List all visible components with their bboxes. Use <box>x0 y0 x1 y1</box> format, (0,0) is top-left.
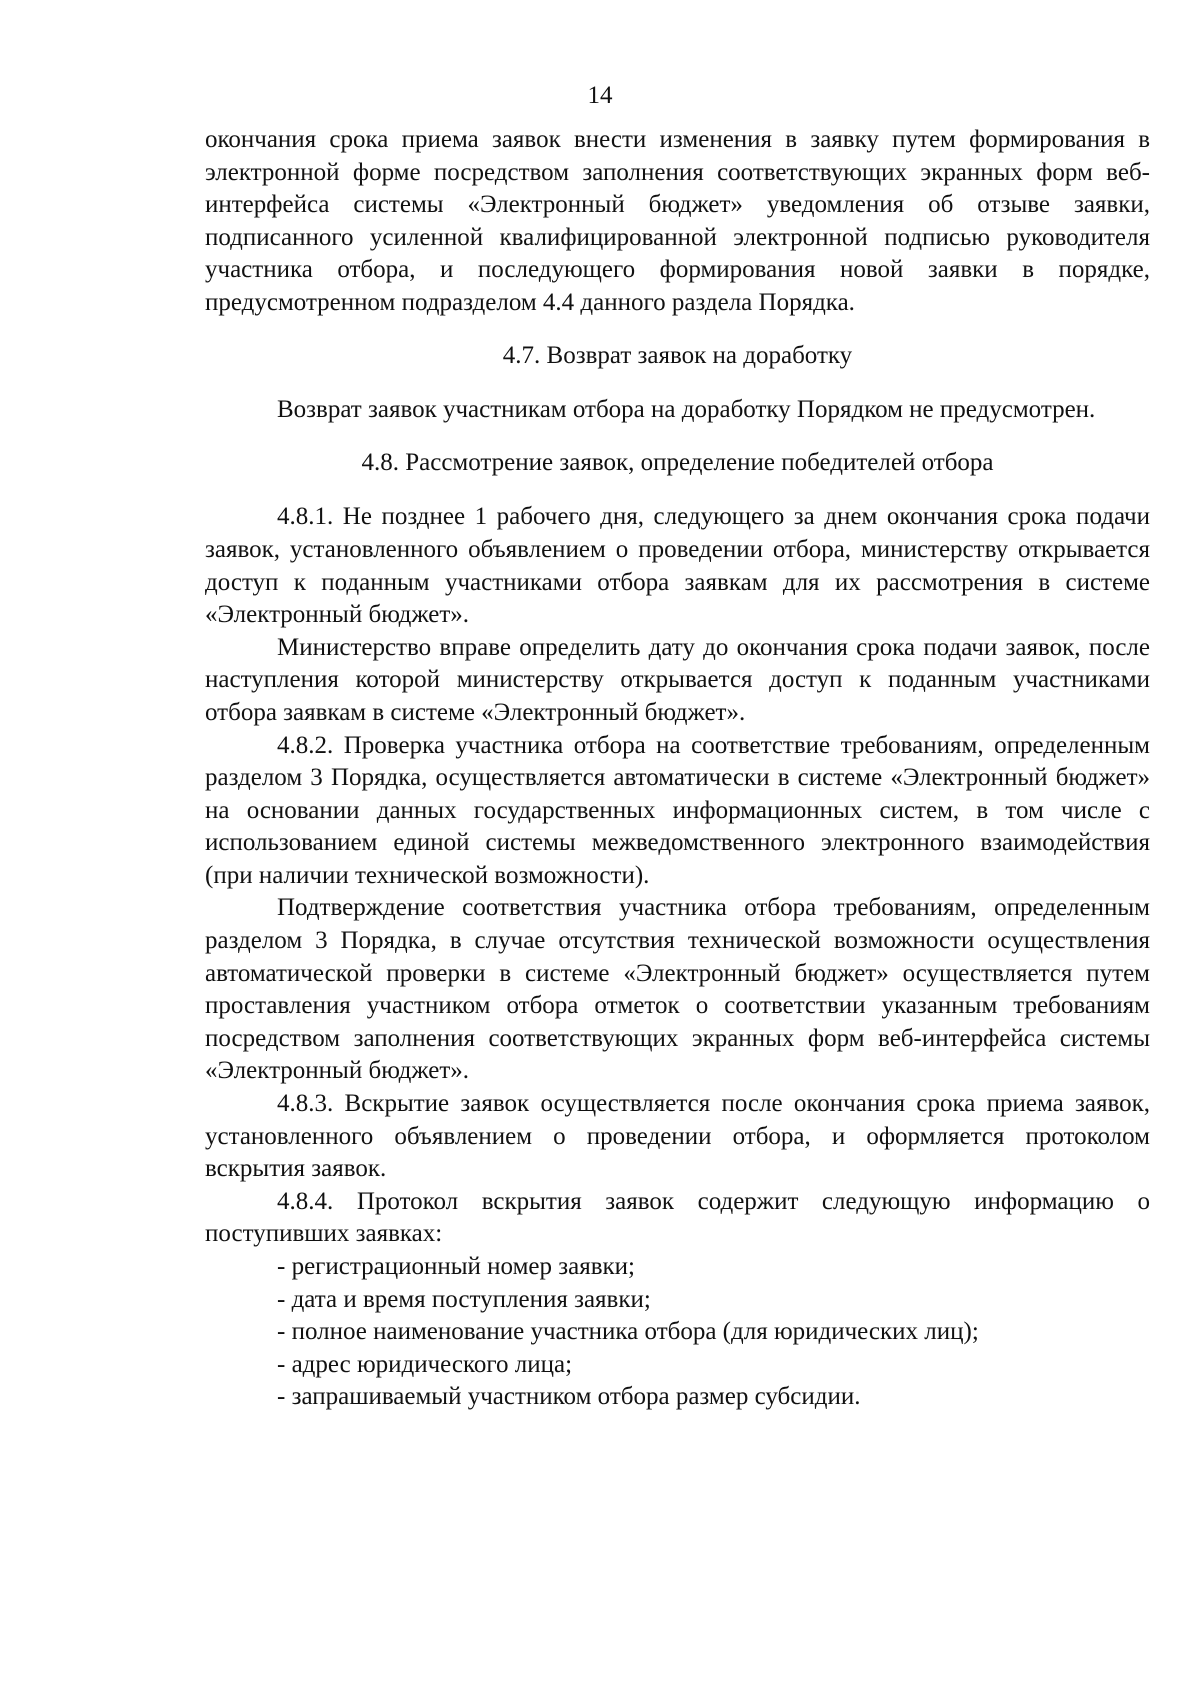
paragraph-4-8-3: 4.8.3. Вскрытие заявок осуществляется после окончания срока приема заявок, установленного объявлением о проведении отбора, и оформляется протоколом вскрытия заявок. <box>205 1090 1150 1183</box>
paragraph-return-not-provided: Возврат заявок участникам отбора на доработку Порядком не предусмотрен. <box>277 396 1096 424</box>
list-item: - полное наименование участника отбора (для юридических лиц); <box>277 1318 979 1346</box>
paragraph-4-8-4: 4.8.4. Протокол вскрытия заявок содержит следующую информацию о поступивших заявках: <box>205 1187 1150 1248</box>
section-heading-4-7: 4.7. Возврат заявок на доработку <box>502 341 853 369</box>
paragraph-ministry-date: Министерство вправе определить дату до окончания срока подачи заявок, после наступления которой министерству открывается доступ к поданным участниками отбора заявкам в системе «Электронный бюджет». <box>205 633 1150 726</box>
list-item: - дата и время поступления заявки; <box>277 1285 651 1313</box>
section-heading-4-8: 4.8. Рассмотрение заявок, определение победителей отбора <box>361 448 994 476</box>
document-body <box>205 124 1150 1414</box>
list-item: - адрес юридического лица; <box>277 1350 573 1378</box>
paragraph-4-8-1: 4.8.1. Не позднее 1 рабочего дня, следующего за днем окончания срока подачи заявок, установленного объявлением о проведении отбора, министерству открывается доступ к поданным участниками отбора заявкам для их рассмотрения в системе «Электронный бюджет». <box>205 503 1150 629</box>
paragraph-continuation: окончания срока приема заявок внести изменения в заявку путем формирования в электронной форме посредством заполнения соответствующих экранных форм веб-интерфейса системы «Электронный бюджет» уведомления об отзыве заявки, подписанного усиленной квалифицированной электронной подписью руководителя участника отбора, и последующего формирования новой заявки в порядке, предусмотренном подразделом 4.4 данного раздела Порядка. <box>205 126 1150 316</box>
paragraph-confirmation: Подтверждение соответствия участника отбора требованиям, определенным разделом 3 Порядка, в случае отсутствия технической возможности осуществления автоматической проверки в системе «Электронный бюджет» осуществляется путем проставления участником отбора отметок о соответствии указанным требованиям посредством заполнения соответствующих экранных форм веб-интерфейса системы «Электронный бюджет». <box>205 894 1150 1085</box>
paragraph-4-8-2: 4.8.2. Проверка участника отбора на соответствие требованиям, определенным разделом 3 Порядка, осуществляется автоматически в системе «Электронный бюджет» на основании данных государственных информационных систем, в том числе с использованием единой системы межведомственного электронного взаимодействия (при наличии технической возможности). <box>205 731 1150 889</box>
page-number: 14 <box>587 82 613 109</box>
list-item: - регистрационный номер заявки; <box>277 1253 635 1280</box>
list-item: - запрашиваемый участником отбора размер субсидии. <box>277 1383 861 1411</box>
